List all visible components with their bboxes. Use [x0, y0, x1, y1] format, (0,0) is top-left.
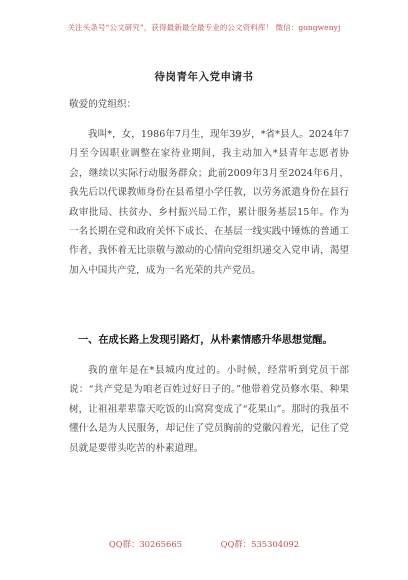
salutation: 敬爱的党组织： — [69, 99, 137, 110]
document-title: 待岗青年入党申请书 — [154, 71, 254, 83]
footer-contact — [0, 538, 408, 550]
section-heading-1: 一、在成长路上发现引路灯，从朴素情感升华思想觉醒。 — [78, 334, 333, 346]
body-paragraph-1: 我叫*，女，1986年7月生，现年39岁，*省*县人。2024年7月至今因职业调整在家待业期间，我主动加入*县青年志愿者协会，继续以实际行动服务群众；此前2009年3月至2024年6月，我先后以代课教师身份在县希望小学任教，以劳务派遣身份在县行政审批局、扶贫办、乡村振兴局工作，累计服务基层15年。作为一名长期在党和政府关怀下成长、在基层一线实践中锤炼的普通工作者，我怀着无比崇敬与激动的心情向党组织递交入党申请，渴望加入中国共产党，成为一名光荣的共产党员。 — [69, 129, 349, 276]
footer-qq-group-1: QQ群：30265665 — [108, 539, 182, 549]
header-banner: 关注头条号“公文研究”，获得最新最全最专业的公文资料库！ 微信：gongwenyj — [67, 23, 341, 32]
footer-qq-group-2: QQ群：535304092 — [220, 539, 300, 549]
body-paragraph-2: 我的童年是在*县城内度过的。小时候，经常听到党员干部说：“共产党是为咱老百姓过好日子的。”他带着党员修水渠、种果树，让祖祖辈辈靠天吃饭的山窝窝变成了“花果山”。那时的我虽不懂什么是为人民服务，却记住了党员胸前的党徽闪着光，记住了党员就是要带头吃苦的朴素道理。 — [69, 365, 349, 454]
